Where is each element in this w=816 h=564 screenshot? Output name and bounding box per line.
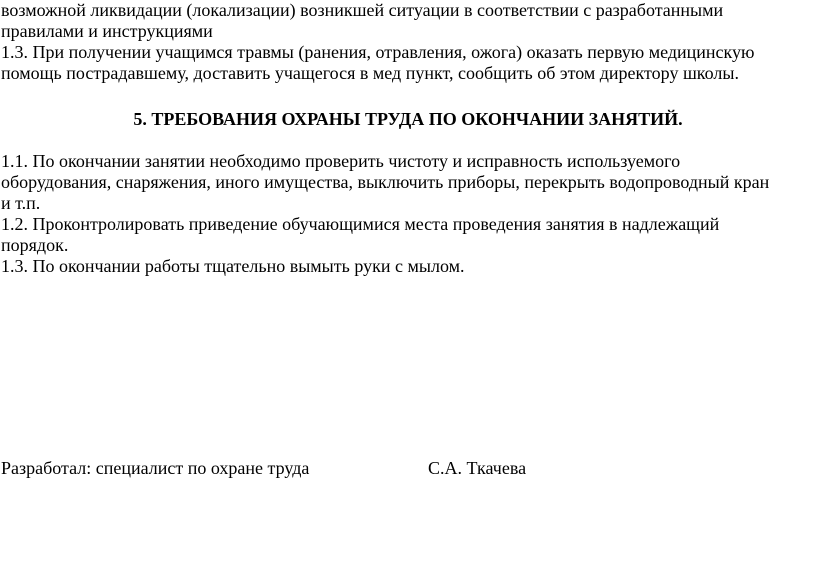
- top-paragraph-block: [1, 0, 801, 84]
- signature-name: С.А. Ткачева: [428, 458, 527, 478]
- text-line: возможной ликвидации (локализации) возникшей ситуации в соответствии с разработанными: [1, 0, 724, 20]
- section-heading: 5. ТРЕБОВАНИЯ ОХРАНЫ ТРУДА ПО ОКОНЧАНИИ ЗАНЯТИЙ.: [133, 109, 683, 129]
- text-line: 1.3. По окончании работы тщательно вымыть руки с мылом.: [1, 256, 465, 276]
- text-line: помощь пострадавшему, доставить учащегося в мед пункт, сообщить об этом директору школы.: [1, 63, 739, 83]
- text-line: порядок.: [1, 235, 69, 255]
- text-line: правилами и инструкциями: [1, 21, 213, 41]
- text-line: 1.2. Проконтролировать приведение обучающимися места проведения занятия в надлежащий: [1, 214, 720, 234]
- signature-label: Разработал: специалист по охране труда: [1, 458, 310, 478]
- text-line: 1.3. При получении учащимся травмы (ранения, отравления, ожога) оказать первую медицинскую: [1, 42, 755, 62]
- section-body: [1, 151, 801, 277]
- text-line: оборудования, снаряжения, иного имущества, выключить приборы, перекрыть водопроводный кран: [1, 172, 770, 192]
- text-line: 1.1. По окончании занятии необходимо проверить чистоту и исправность используемого: [1, 151, 681, 171]
- text-line: и т.п.: [1, 193, 41, 213]
